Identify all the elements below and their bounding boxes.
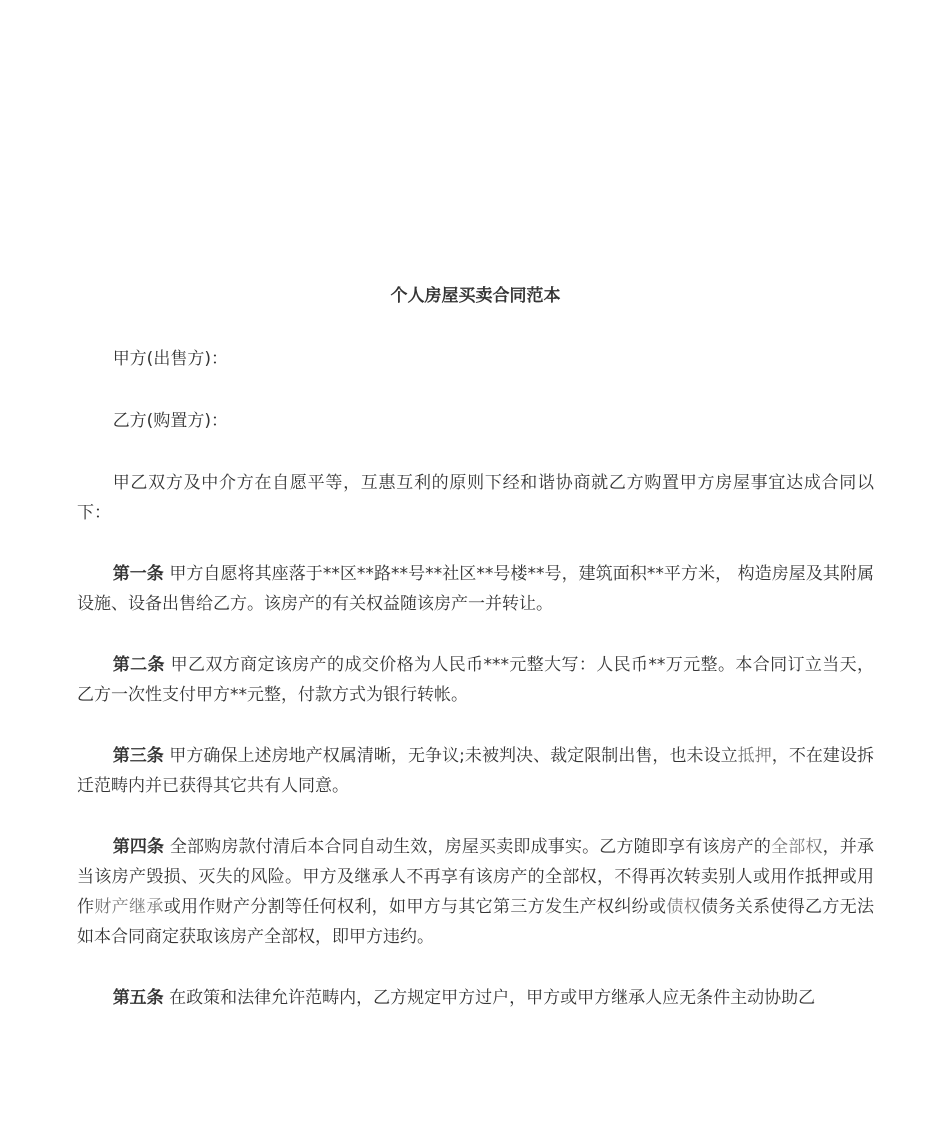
article-text: 甲方自愿将其座落于**区**路**号**社区**号楼**号，建筑面积**平方米， 构造房屋及其附属设施、设备出售给乙方。该房产的有关权益随该房产一并转让。 [77,564,874,614]
article-label: 第五条 [112,988,164,1008]
article-text: 甲乙双方商定该房产的成交价格为人民币***元整大写：人民币**万元整。本合同订立当天，乙方一次性支付甲方**元整，付款方式为银行转帐。 [77,655,875,705]
article-label: 第三条 [112,746,164,766]
term-link-creditor-rights[interactable]: 债权 [666,897,702,917]
article-4 [77,832,874,952]
article-text: 全部购房款付清后本合同自动生效，房屋买卖即成事实。乙方随即享有该房产的 [164,837,772,857]
article-3 [77,741,874,801]
article-label: 第一条 [112,564,164,584]
article-text: ，不在建设拆迁范畴内并已获得其它共有人同意。 [77,746,875,796]
party-a-line: 甲方(出售方)： [112,349,228,369]
term-link-ownership[interactable]: 全部权 [771,837,823,857]
article-5 [77,983,874,1013]
article-text: 甲方确保上述房地产权属清晰，无争议;未被判决、裁定限制出售，也未设立 [163,746,738,766]
article-text: ，并承当该房产毁损、灭失的风险。甲方及继承人不再享有该房产的全部权，不得再次转卖别人或用作抵押或用作 [77,837,875,917]
article-1 [77,559,874,619]
term-link-mortgage[interactable]: 抵押 [737,746,772,766]
article-label: 第二条 [112,655,165,675]
article-label: 第四条 [112,837,165,857]
article-text: 在政策和法律允许范畴内，乙方规定甲方过户，甲方或甲方继承人应无条件主动协助乙 [163,988,816,1008]
term-link-inheritance[interactable]: 财产继承 [94,897,164,917]
article-text: 债务关系使得乙方无法如本合同商定获取该房产全部权，即甲方违约。 [77,897,875,947]
article-text: 或用作财产分割等任何权利，如甲方与其它第三方发生产权纠纷或 [163,897,667,917]
party-b-line: 乙方(购置方)： [112,411,228,431]
intro-paragraph: 甲乙双方及中介方在自愿平等，互惠互利的原则下经和谐协商就乙方购置甲方房屋事宜达成合同以下： [77,473,874,523]
article-2 [77,650,874,710]
document-title: 个人房屋买卖合同范本 [390,286,561,306]
contract-document [77,282,874,1044]
